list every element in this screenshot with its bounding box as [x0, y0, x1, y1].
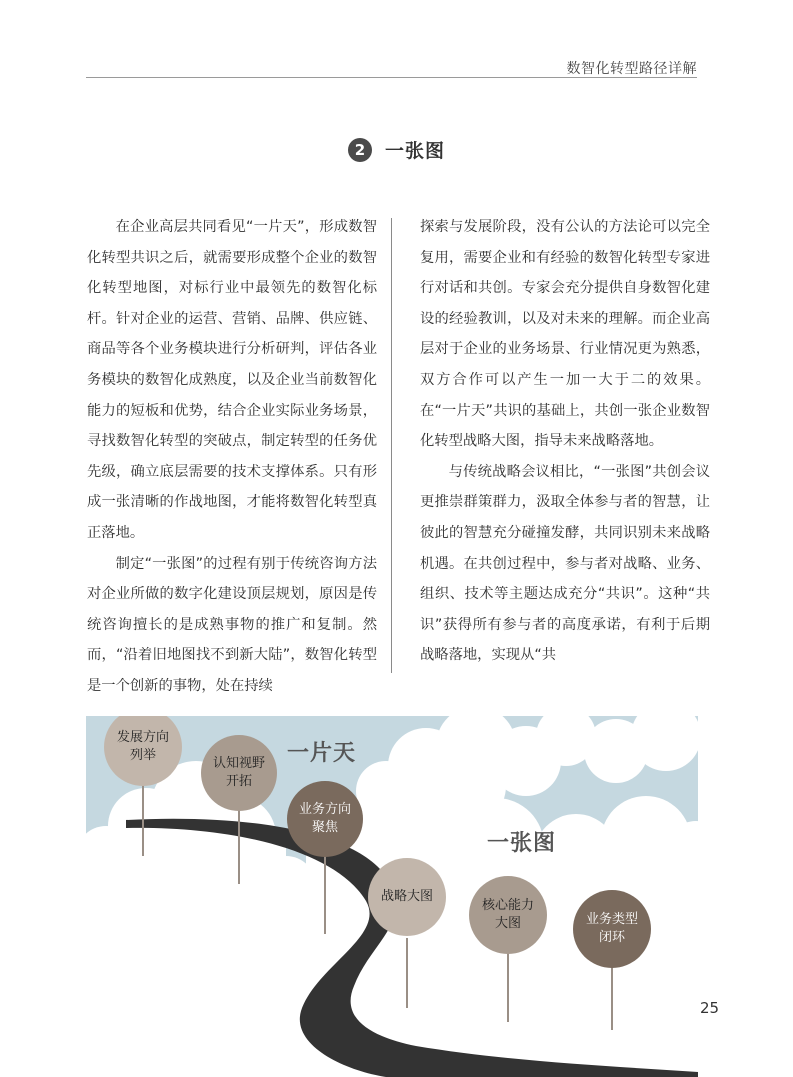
bubble-core-capability: 核心能力 大图 [469, 876, 547, 954]
bubble-stem [406, 938, 408, 1008]
bubble-stem [142, 776, 144, 856]
bubble-cognitive-vision: 认知视野 开拓 [201, 735, 277, 811]
map-label: 一张图 [487, 831, 557, 856]
section-heading [0, 136, 793, 163]
right-column [420, 212, 710, 671]
paragraph: 探索与发展阶段，没有公认的方法论可以完全复用，需要企业和有经验的数智化转型专家进行对话和共创。专家会充分提供自身数智化建设的经验教训，以及对未来的理解。而企业高层对于企业的业务场景、行业情况更为熟悉，双方合作可以产生一加一大于二的效果。在“一片天”共识的基础上，共创一张企业数智化转型战略大图，指导未来战略落地。 [420, 219, 710, 450]
paragraph: 在企业高层共同看见“一片天”，形成数智化转型共识之后，就需要形成整个企业的数智化转型地图，对标行业中最领先的数智化标杆。针对企业的运营、营销、品牌、供应链、商品等各个业务模块进行分析研判，评估各业务模块的数智化成熟度，以及企业当前数智化能力的短板和优势，结合企业实际业务场景，寻找数智化转型的突破点，制定转型的任务优先级，确立底层需要的技术支撑体系。只有形成一张清晰的作战地图，才能将数智化转型真正落地。 [87, 219, 377, 541]
page-number: 25 [700, 999, 720, 1017]
bubble-stem [324, 848, 326, 934]
sky-label: 一片天 [287, 741, 357, 766]
bubble-stem [238, 804, 240, 884]
bubble-business-closed-loop: 业务类型 闭环 [573, 890, 651, 968]
left-column [87, 212, 377, 702]
section-title: 一张图 [385, 140, 446, 162]
bubble-stem [507, 944, 509, 1022]
column-divider [391, 218, 392, 673]
strategy-map-figure [86, 716, 698, 1077]
bubble-strategy-map: 战略大图 [368, 858, 446, 936]
header-rule [86, 77, 697, 78]
running-header: 数智化转型路径详解 [566, 61, 697, 77]
section-number-badge: 2 [348, 138, 372, 162]
paragraph: 与传统战略会议相比，“一张图”共创会议更推崇群策群力，汲取全体参与者的智慧，让彼此的智慧充分碰撞发酵，共同识别未来战略机遇。在共创过程中，参与者对战略、业务、组织、技术等主题达成充分“共识”。这种“共识”获得所有参与者的高度承诺，有利于后期战略落地，实现从“共 [420, 463, 710, 664]
paragraph: 制定“一张图”的过程有别于传统咨询方法对企业所做的数字化建设顶层规划，原因是传统咨询擅长的是成熟事物的推广和复制。然而，“沿着旧地图找不到新大陆”，数智化转型是一个创新的事物，处在持续 [87, 555, 377, 694]
bubble-development-direction: 发展方向 列举 [104, 716, 182, 786]
bubble-business-focus: 业务方向 聚焦 [287, 781, 363, 857]
